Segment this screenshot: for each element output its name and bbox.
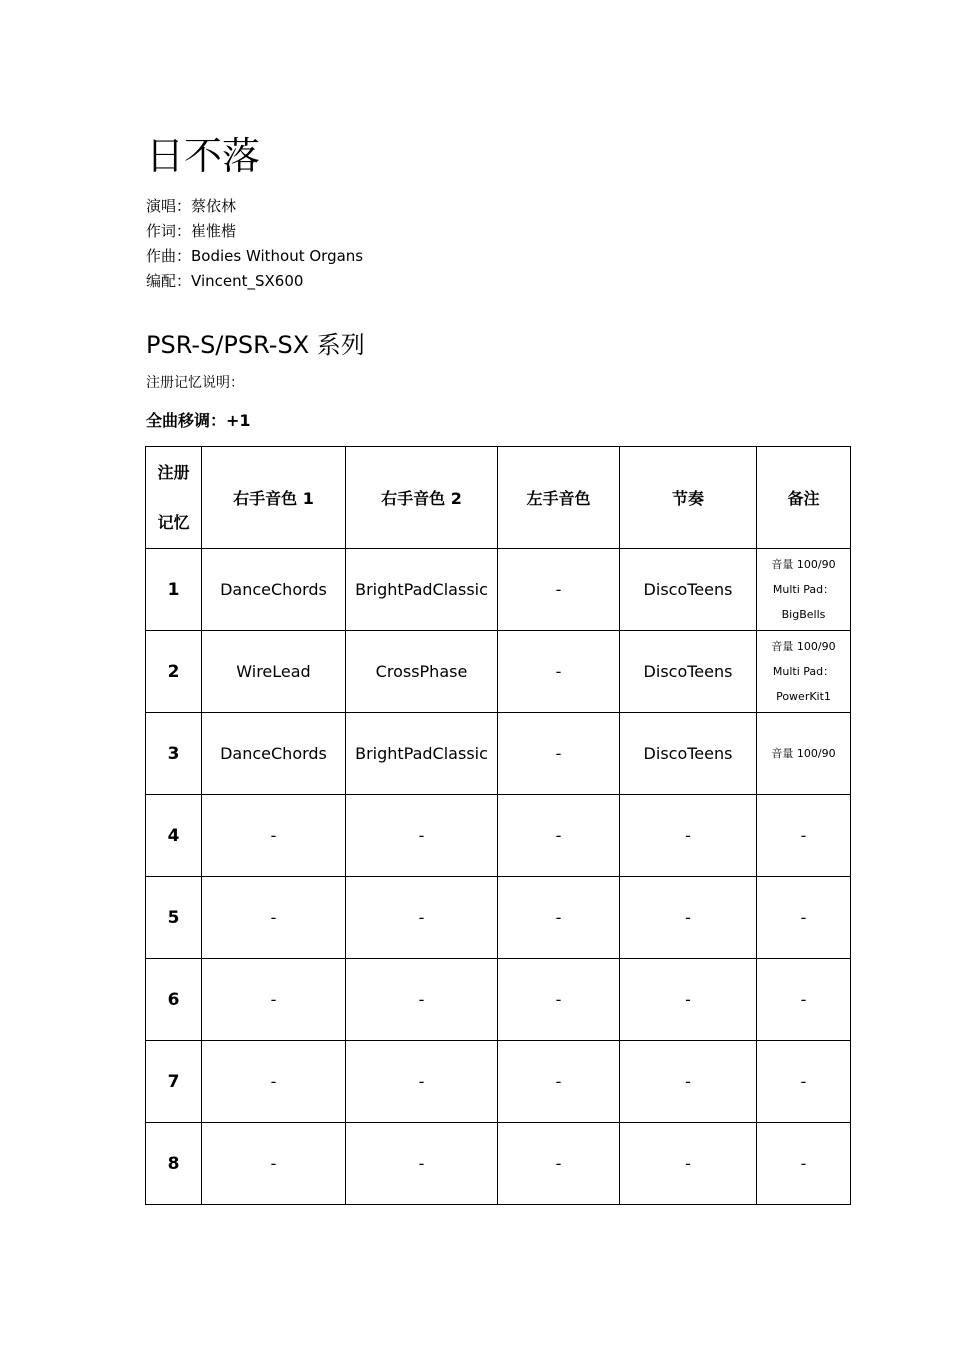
cell-note (757, 1123, 851, 1205)
cell-note (757, 959, 851, 1041)
header-note: 备注 (757, 447, 851, 549)
cell-registration-number: 1 (146, 549, 202, 631)
cell-rhythm: - (620, 1041, 757, 1123)
credit-label: 演唱： (146, 197, 192, 215)
header-left-voice: 左手音色 (498, 447, 620, 549)
note-line: - (800, 908, 807, 927)
cell-right-voice-1: - (202, 877, 346, 959)
note-line: BigBells (781, 608, 826, 621)
cell-right-voice-2: - (346, 959, 498, 1041)
cell-note (757, 713, 851, 795)
cell-registration-number: 6 (146, 959, 202, 1041)
cell-note (757, 1041, 851, 1123)
cell-rhythm: - (620, 959, 757, 1041)
header-registration-line2: 记忆 (157, 512, 190, 532)
cell-rhythm: DiscoTeens (620, 631, 757, 713)
cell-registration-number: 8 (146, 1123, 202, 1205)
credit-value: Bodies Without Organs (191, 247, 364, 265)
note-line: PowerKit1 (776, 690, 831, 703)
table-row (146, 959, 851, 1041)
note-line: - (800, 990, 807, 1009)
registration-table (145, 446, 851, 1205)
table-row (146, 1123, 851, 1205)
cell-note (757, 549, 851, 631)
cell-left-voice: - (498, 549, 620, 631)
cell-registration-number: 5 (146, 877, 202, 959)
credit-lyricist (146, 219, 363, 244)
cell-note (757, 795, 851, 877)
cell-registration-number: 7 (146, 1041, 202, 1123)
table-header-row (146, 447, 851, 549)
cell-registration-number: 3 (146, 713, 202, 795)
header-registration (146, 447, 202, 549)
cell-left-voice: - (498, 877, 620, 959)
table-body (146, 549, 851, 1205)
credit-value: 蔡依林 (191, 197, 237, 215)
cell-left-voice: - (498, 1041, 620, 1123)
credit-singer (146, 194, 363, 219)
cell-right-voice-1: DanceChords (202, 713, 346, 795)
cell-right-voice-2: - (346, 795, 498, 877)
registration-description: 注册记忆说明： (146, 375, 244, 391)
note-line: Multi Pad： (772, 583, 835, 596)
credit-value: 崔惟楷 (191, 222, 237, 240)
cell-left-voice: - (498, 1123, 620, 1205)
cell-right-voice-1: - (202, 959, 346, 1041)
cell-right-voice-1: DanceChords (202, 549, 346, 631)
credit-arranger (146, 269, 363, 294)
cell-right-voice-1: - (202, 1123, 346, 1205)
header-right-voice-1: 右手音色 1 (202, 447, 346, 549)
credit-label: 作词： (146, 222, 192, 240)
table-row (146, 549, 851, 631)
cell-right-voice-2: BrightPadClassic (346, 713, 498, 795)
song-title: 日不落 (146, 134, 261, 178)
header-right-voice-2: 右手音色 2 (346, 447, 498, 549)
cell-right-voice-2: - (346, 1041, 498, 1123)
credit-value: Vincent_SX600 (191, 272, 304, 290)
note-line: 音量 100/90 (771, 747, 836, 760)
cell-rhythm: DiscoTeens (620, 549, 757, 631)
cell-left-voice: - (498, 795, 620, 877)
header-rhythm: 节奏 (620, 447, 757, 549)
cell-registration-number: 2 (146, 631, 202, 713)
cell-rhythm: - (620, 795, 757, 877)
cell-left-voice: - (498, 713, 620, 795)
table-row (146, 1041, 851, 1123)
cell-right-voice-2: BrightPadClassic (346, 549, 498, 631)
cell-rhythm: - (620, 1123, 757, 1205)
table-row (146, 713, 851, 795)
credit-label: 作曲： (146, 247, 192, 265)
credit-composer (146, 244, 363, 269)
cell-rhythm: - (620, 877, 757, 959)
cell-left-voice: - (498, 631, 620, 713)
table-row (146, 795, 851, 877)
section-title: PSR-S/PSR-SX 系列 (146, 331, 365, 359)
note-line: - (800, 1072, 807, 1091)
header-registration-line1: 注册 (157, 462, 190, 482)
cell-left-voice: - (498, 959, 620, 1041)
cell-right-voice-2: - (346, 877, 498, 959)
transpose-note: 全曲移调：+1 (146, 411, 251, 430)
note-line: - (800, 826, 807, 845)
cell-right-voice-1: - (202, 795, 346, 877)
note-line: Multi Pad： (772, 665, 835, 678)
table-row (146, 631, 851, 713)
cell-rhythm: DiscoTeens (620, 713, 757, 795)
table-row (146, 877, 851, 959)
cell-right-voice-1: - (202, 1041, 346, 1123)
note-line: 音量 100/90 (771, 640, 836, 653)
cell-registration-number: 4 (146, 795, 202, 877)
note-line: 音量 100/90 (771, 558, 836, 571)
cell-right-voice-2: - (346, 1123, 498, 1205)
cell-note (757, 877, 851, 959)
note-line: - (800, 1154, 807, 1173)
credit-label: 编配： (146, 272, 192, 290)
cell-right-voice-1: WireLead (202, 631, 346, 713)
credits-list (146, 194, 363, 294)
cell-note (757, 631, 851, 713)
cell-right-voice-2: CrossPhase (346, 631, 498, 713)
